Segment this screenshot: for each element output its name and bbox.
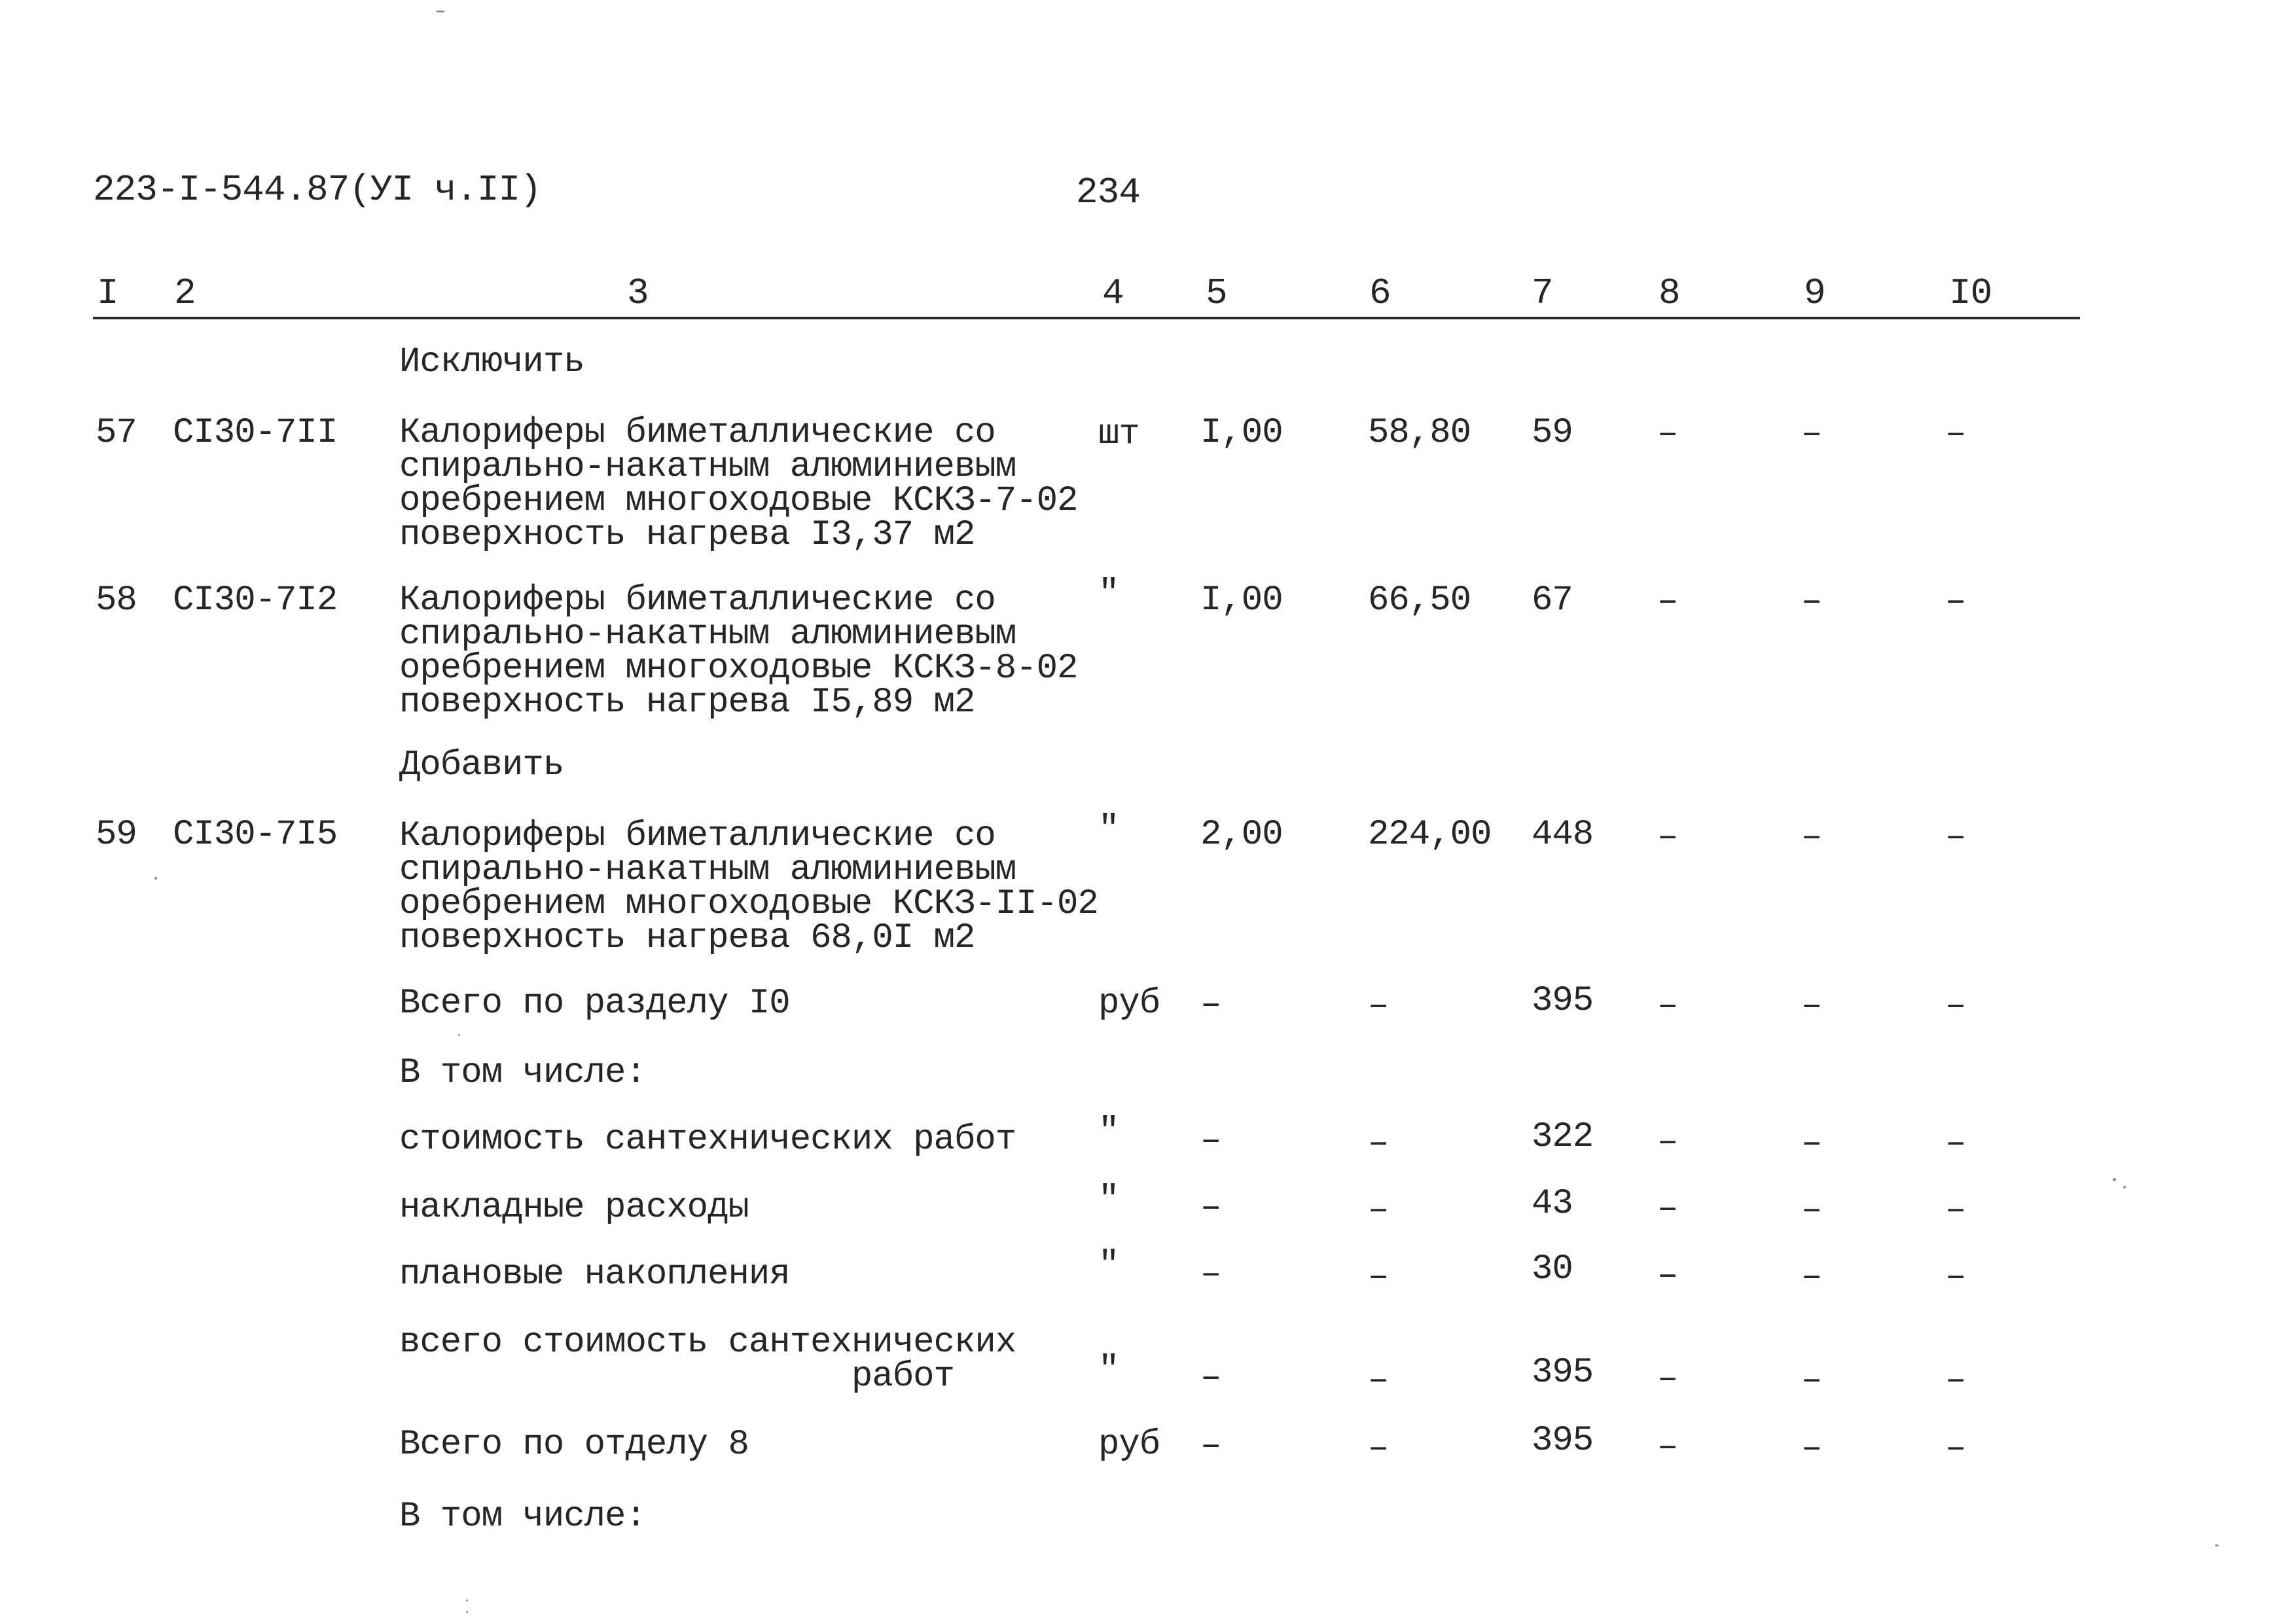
column-header-6: 6 [1369, 272, 1391, 314]
row-number: 57 [96, 413, 137, 453]
row-description: Калориферы биметаллические со спирально-накатным алюминиевым оребрением многоходовые КСКЗ-II-02 поверхность нагрева 68,0I м2 [399, 816, 1098, 958]
row-number: 58 [96, 580, 137, 620]
row-col10: – [1945, 817, 1966, 857]
summary-col9: – [1801, 1257, 1822, 1297]
document-code: 223-I-544.87(УI ч.II) [93, 169, 541, 211]
summary-unit: " [1098, 1180, 1119, 1220]
summary-total: 43 [1532, 1184, 1573, 1224]
row-total: 448 [1532, 815, 1594, 855]
summary-col8: – [1657, 1122, 1678, 1162]
scan-speck [154, 877, 157, 880]
summary-quantity: – [1200, 985, 1221, 1025]
column-header-9: 9 [1804, 272, 1825, 314]
summary-total: 30 [1532, 1249, 1573, 1289]
summary-col9: – [1801, 1190, 1822, 1230]
row-quantity: I,00 [1200, 413, 1283, 453]
row-price: 224,00 [1368, 815, 1492, 855]
row-col9: – [1801, 817, 1822, 857]
summary-price: – [1368, 1190, 1389, 1230]
column-header-7: 7 [1532, 272, 1553, 314]
summary-col10: – [1945, 1124, 1966, 1164]
summary-quantity: – [1200, 1188, 1221, 1228]
summary-col10: – [1945, 1361, 1966, 1400]
summary-col8: – [1657, 1359, 1678, 1399]
summary-label: Всего по отделу 8 [399, 1425, 749, 1465]
section-label-add: Добавить [399, 745, 564, 785]
summary-col10: – [1945, 1257, 1966, 1297]
row-total: 67 [1532, 580, 1573, 620]
section-label-exclude: Исключить [399, 342, 584, 382]
summary-total: 395 [1532, 1353, 1594, 1393]
summary-label: стоимость сантехнических работ [399, 1120, 1016, 1160]
row-col10: – [1945, 582, 1966, 622]
row-price: 66,50 [1368, 580, 1471, 620]
row-number: 59 [96, 815, 137, 855]
scan-speck [466, 1611, 468, 1613]
row-col8: – [1657, 414, 1678, 454]
summary-col9: – [1801, 1124, 1822, 1164]
column-header-3: 3 [627, 272, 649, 314]
scan-speck [436, 10, 445, 12]
row-col8: – [1657, 817, 1678, 857]
row-code: CI30-7II [173, 413, 338, 453]
scan-speck [2215, 1544, 2219, 1546]
summary-col9: – [1801, 1361, 1822, 1400]
summary-unit: руб [1098, 984, 1160, 1024]
summary-col10: – [1945, 986, 1966, 1026]
scan-speck [458, 1034, 460, 1036]
summary-total: 395 [1532, 981, 1594, 1021]
summary-price: – [1368, 1361, 1389, 1400]
summary-col8: – [1657, 1427, 1678, 1467]
summary-label: всего стоимость сантехнических работ [399, 1323, 1016, 1397]
column-header-8: 8 [1659, 272, 1680, 314]
row-col8: – [1657, 582, 1678, 622]
page-number: 234 [1076, 171, 1140, 213]
summary-quantity: – [1200, 1426, 1221, 1466]
row-description: Калориферы биметаллические со спирально-накатным алюминиевым оребрением многоходовые КСКЗ-7-02 поверхность нагрева I3,37 м2 [399, 413, 1078, 555]
row-total: 59 [1532, 413, 1573, 453]
row-unit: " [1098, 574, 1119, 614]
summary-unit: " [1098, 1112, 1119, 1152]
row-quantity: 2,00 [1200, 815, 1283, 855]
summary-col10: – [1945, 1190, 1966, 1230]
summary-unit: " [1098, 1245, 1119, 1285]
header-rule [93, 317, 2080, 319]
row-col9: – [1801, 414, 1822, 454]
row-description: Калориферы биметаллические со спирально-накатным алюминиевым оребрением многоходовые КСКЗ-8-02 поверхность нагрева I5,89 м2 [399, 580, 1078, 722]
summary-label: плановые накопления [399, 1255, 790, 1294]
summary-col8: – [1657, 1189, 1678, 1229]
summary-unit: руб [1098, 1425, 1160, 1465]
row-unit: " [1098, 810, 1119, 849]
row-price: 58,80 [1368, 413, 1471, 453]
row-code: CI30-7I5 [173, 815, 338, 855]
summary-label: накладные расходы [399, 1188, 749, 1228]
summary-quantity: – [1200, 1121, 1221, 1161]
column-header-1: I [97, 272, 118, 314]
summary-price: – [1368, 1429, 1389, 1469]
row-col10: – [1945, 414, 1966, 454]
summary-col9: – [1801, 1429, 1822, 1469]
summary-label: В том числе: [399, 1497, 646, 1537]
row-quantity: I,00 [1200, 580, 1283, 620]
row-unit: шт [1098, 414, 1139, 454]
summary-price: – [1368, 1124, 1389, 1164]
summary-label: В том числе: [399, 1053, 646, 1093]
scan-speck [2113, 1178, 2116, 1181]
summary-unit: " [1098, 1350, 1119, 1390]
summary-quantity: – [1200, 1255, 1221, 1294]
summary-col10: – [1945, 1429, 1966, 1469]
row-code: CI30-7I2 [173, 580, 338, 620]
summary-col8: – [1657, 1256, 1678, 1296]
summary-col9: – [1801, 986, 1822, 1026]
column-header-4: 4 [1102, 272, 1124, 314]
column-header-5: 5 [1206, 272, 1227, 314]
summary-total: 322 [1532, 1117, 1594, 1157]
summary-col8: – [1657, 986, 1678, 1026]
summary-label: Всего по разделу I0 [399, 984, 790, 1024]
column-header-2: 2 [174, 272, 196, 314]
scan-speck [2123, 1186, 2126, 1188]
summary-quantity: – [1200, 1358, 1221, 1398]
summary-total: 395 [1532, 1421, 1594, 1461]
summary-price: – [1368, 986, 1389, 1026]
summary-price: – [1368, 1257, 1389, 1297]
column-header-10: I0 [1949, 272, 1992, 314]
scan-speck [466, 1599, 468, 1601]
row-col9: – [1801, 582, 1822, 622]
